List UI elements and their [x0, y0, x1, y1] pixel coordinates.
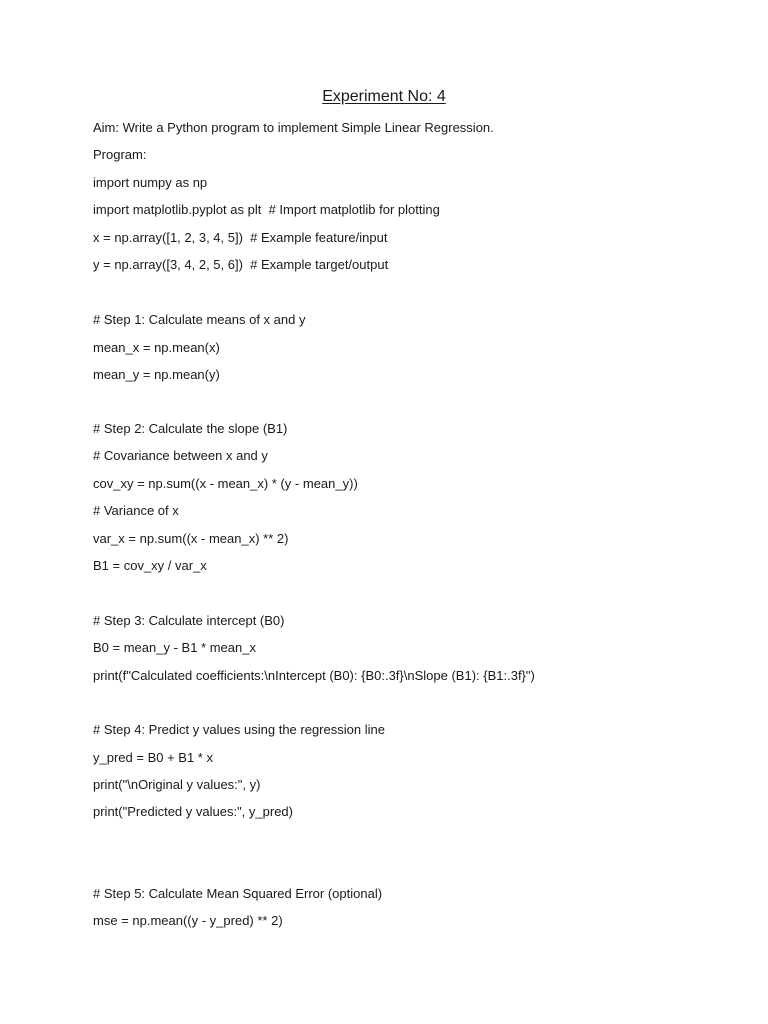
- code-comment: # Variance of x: [93, 503, 179, 518]
- code-line: mse = np.mean((y - y_pred) ** 2): [93, 913, 283, 928]
- code-comment: # Covariance between x and y: [93, 448, 268, 463]
- code-comment: # Step 5: Calculate Mean Squared Error (optional): [93, 886, 383, 901]
- code-line: x = np.array([1, 2, 3, 4, 5]) # Example feature/input: [93, 230, 388, 245]
- page-title: Experiment No: 4: [322, 88, 446, 105]
- code-line: print("\nOriginal y values:", y): [93, 777, 261, 792]
- code-line: B1 = cov_xy / var_x: [93, 558, 207, 573]
- code-line: import numpy as np: [93, 175, 208, 190]
- code-line: mean_x = np.mean(x): [93, 340, 220, 355]
- code-line: y = np.array([3, 4, 2, 5, 6]) # Example target/output: [93, 257, 389, 272]
- code-comment: # Step 4: Predict y values using the regression line: [93, 722, 385, 737]
- code-line: var_x = np.sum((x - mean_x) ** 2): [93, 531, 289, 546]
- code-line: mean_y = np.mean(y): [93, 367, 220, 382]
- code-comment: # Step 2: Calculate the slope (B1): [93, 421, 288, 436]
- code-line: print(f"Calculated coefficients:\nIntercept (B0): {B0:.3f}\nSlope (B1): {B1:.3f}"): [93, 668, 535, 683]
- aim-text: Aim: Write a Python program to implement Simple Linear Regression.: [93, 120, 494, 135]
- code-line: cov_xy = np.sum((x - mean_x) * (y - mean_y)): [93, 476, 358, 491]
- code-line: y_pred = B0 + B1 * x: [93, 750, 213, 765]
- code-line: print("Predicted y values:", y_pred): [93, 804, 293, 819]
- code-comment: # Step 3: Calculate intercept (B0): [93, 613, 285, 628]
- program-label: Program:: [93, 147, 147, 162]
- code-line: import matplotlib.pyplot as plt # Import matplotlib for plotting: [93, 202, 440, 217]
- code-line: B0 = mean_y - B1 * mean_x: [93, 640, 256, 655]
- code-comment: # Step 1: Calculate means of x and y: [93, 312, 306, 327]
